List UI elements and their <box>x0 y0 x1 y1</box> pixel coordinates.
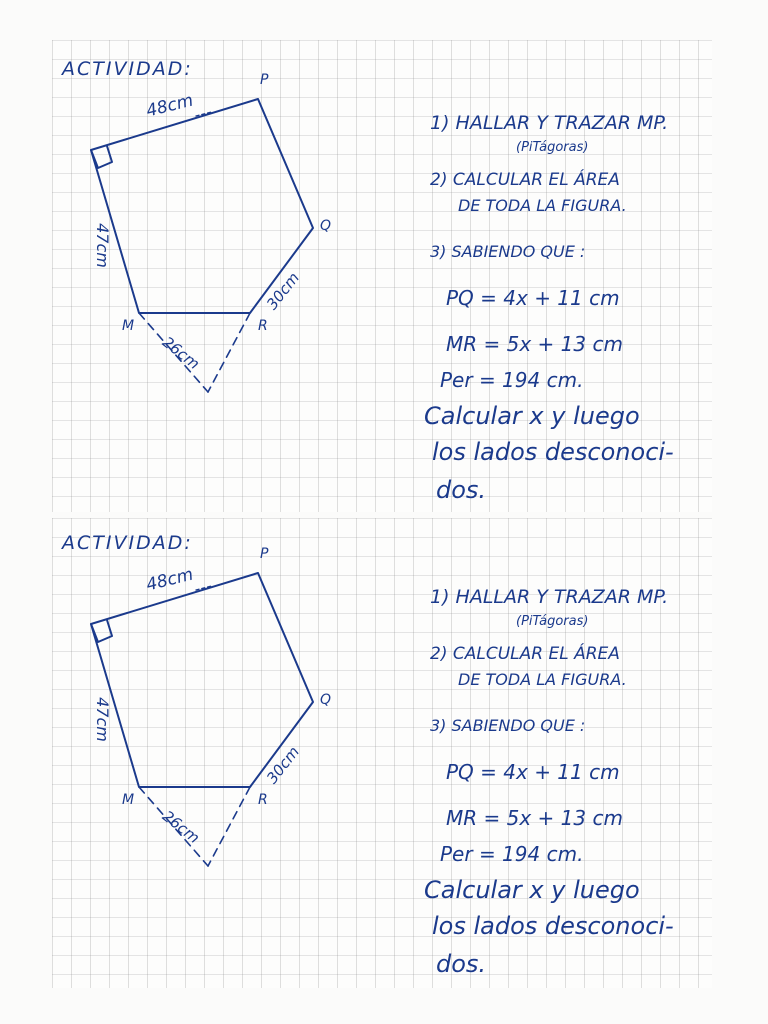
equation-mr: MR = 5x + 13 cm <box>446 332 623 356</box>
activity-title: ACTIVIDAD: <box>62 532 193 554</box>
worksheet-copy-bottom <box>0 474 768 978</box>
side-label-rq: 30cm <box>262 268 303 314</box>
equation-perimeter: Per = 194 cm. <box>440 842 584 866</box>
vertex-m-label: M <box>122 318 135 334</box>
vertex-r-label: R <box>258 318 268 334</box>
activity-title: ACTIVIDAD: <box>62 58 193 80</box>
equation-mr: MR = 5x + 13 cm <box>446 806 623 830</box>
instruction-2-line2: DE TODA LA FIGURA. <box>458 670 627 689</box>
vertex-q-label: Q <box>320 218 332 234</box>
vertex-r-label: R <box>258 792 268 808</box>
vertex-m-label: M <box>122 792 135 808</box>
side-label-bottom: 26cm <box>158 806 204 848</box>
vertex-p-label: P <box>260 72 269 88</box>
instruction-3: 3) SABIENDO QUE : <box>430 716 586 735</box>
side-label-rq: 30cm <box>262 742 303 788</box>
instruction-1: 1) HALLAR Y TRAZAR MP. <box>430 586 669 608</box>
side-label-top: 48cm <box>144 564 196 596</box>
instruction-2-line2: DE TODA LA FIGURA. <box>458 196 627 215</box>
side-label-top: 48cm <box>144 90 196 122</box>
vertex-p-label: P <box>260 546 269 562</box>
side-label-left: 47cm <box>92 223 112 268</box>
instruction-2-line1: 2) CALCULAR EL ÁREA <box>430 644 620 664</box>
calc-text-line2: los lados desconoci- <box>432 438 674 466</box>
calc-text-line1: Calcular x y luego <box>424 402 640 430</box>
instruction-2-line1: 2) CALCULAR EL ÁREA <box>430 170 620 190</box>
instruction-1-note: (PiTágoras) <box>516 614 589 629</box>
equation-pq: PQ = 4x + 11 cm <box>446 286 620 310</box>
calc-text-line3: dos. <box>436 476 487 504</box>
instruction-1: 1) HALLAR Y TRAZAR MP. <box>430 112 669 134</box>
equation-pq: PQ = 4x + 11 cm <box>446 760 620 784</box>
side-label-bottom: 26cm <box>158 332 204 374</box>
instruction-1-note: (PiTágoras) <box>516 140 589 155</box>
calc-text-line1: Calcular x y luego <box>424 876 640 904</box>
vertex-q-label: Q <box>320 692 332 708</box>
worksheet-copy-top <box>0 0 768 504</box>
equation-perimeter: Per = 194 cm. <box>440 368 584 392</box>
instruction-3: 3) SABIENDO QUE : <box>430 242 586 261</box>
calc-text-line2: los lados desconoci- <box>432 912 674 940</box>
side-label-left: 47cm <box>92 697 112 742</box>
calc-text-line3: dos. <box>436 950 487 978</box>
